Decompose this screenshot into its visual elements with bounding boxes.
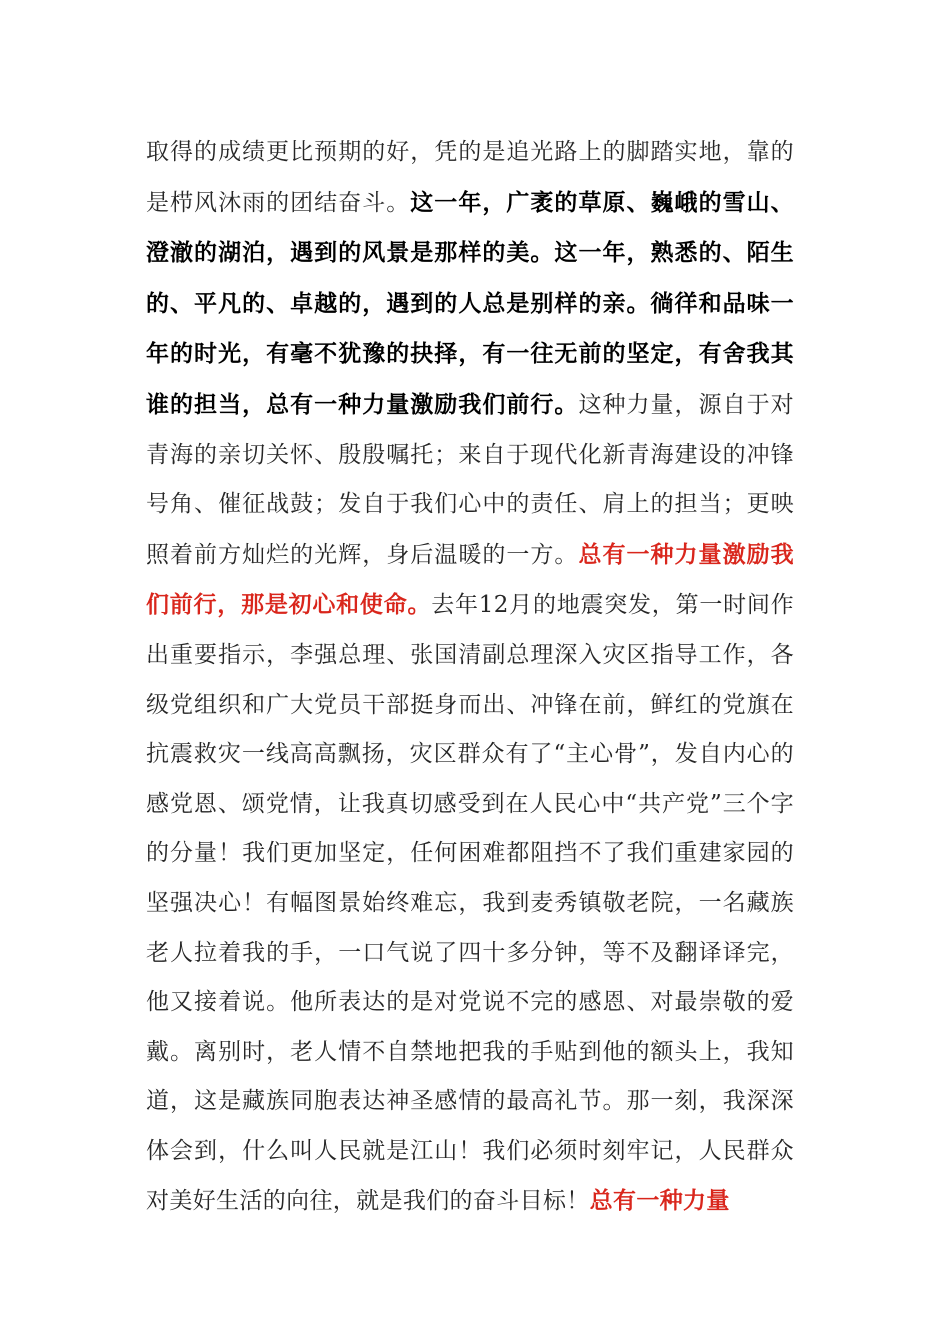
text-segment-normal: 取得的成绩更比预期的好，凭的是追光路上的脚踏实地，靠的是栉风沐雨的团结奋斗。 (146, 139, 794, 216)
text-segment-normal: 这种力量，源自于对青海的亲切关怀、殷殷嘱托；来自于现代化新青海建设的冲锋号角、催征战鼓；发自于我们心中的责任、肩上的担当；更映照着前方灿烂的光辉，身后温暖的一方。 (146, 391, 794, 568)
text-segment-highlight-red: 总有一种力量激励我们前行，那是初心和使命。 (146, 540, 794, 619)
body-paragraph (146, 128, 794, 1227)
text-segment-highlight-red: 总有一种力量 (589, 1187, 730, 1215)
text-segment-bold: 这一年，广袤的草原、巍峨的雪山、澄澈的湖泊，遇到的风景是那样的美。这一年，熟悉的、陌生的、平凡的、卓越的，遇到的人总是别样的亲。徜徉和品味一年的时光，有毫不犹豫的抉择，有一往无前的坚定，有舍我其谁的担当，总有一种力量激励我们前行。 (146, 188, 794, 418)
text-segment-normal: 去年12月的地震突发，第一时间作出重要指示，李强总理、张国清副总理深入灾区指导工作，各级党组织和广大党员干部挺身而出、冲锋在前，鲜红的党旗在抗震救灾一线高高飘扬，灾区群众有了“主心骨”，发自内心的感党恩、颂党情，让我真切感受到在人民心中“共产党”三个字的分量！我们更加坚定，任何困难都阻挡不了我们重建家园的坚强决心！有幅图景始终难忘，我到麦秀镇敬老院，一名藏族老人拉着我的手，一口气说了四十多分钟，等不及翻译译完，他又接着说。他所表达的是对党说不完的感恩、对最崇敬的爱戴。离别时，老人情不自禁地把我的手贴到他的额头上，我知道，这是藏族同胞表达神圣感情的最高礼节。那一刻，我深深体会到，什么叫人民就是江山！我们必须时刻牢记，人民群众对美好生活的向往，就是我们的奋斗目标！ (146, 592, 794, 1215)
